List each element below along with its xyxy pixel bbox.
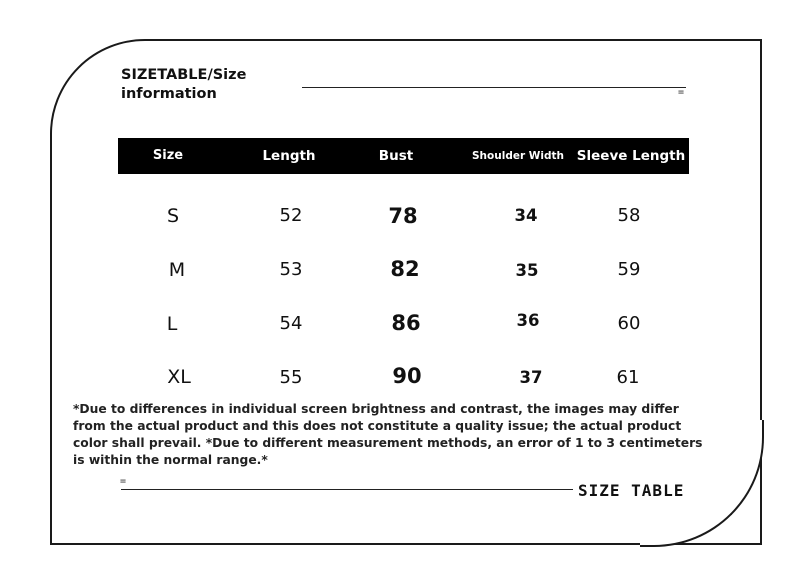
table-row-sleeve: 60: [617, 313, 641, 334]
title-divider-mark: =: [678, 87, 685, 98]
table-header: [118, 138, 689, 174]
table-row-sleeve: 59: [617, 259, 641, 280]
table-row-shoulder: 34: [514, 206, 538, 225]
table-row-size: L: [166, 313, 178, 335]
table-row-size: XL: [167, 366, 191, 388]
header-size: Size: [152, 148, 184, 163]
title-line-2: information: [121, 86, 217, 102]
table-row-size: M: [168, 259, 186, 281]
header-bust: Bust: [378, 148, 414, 164]
header-sleeve-length: Sleeve Length: [576, 148, 686, 164]
disclaimer-note: [73, 401, 713, 469]
table-row-size: S: [166, 205, 180, 227]
header-shoulder-width: Shoulder Width: [472, 150, 564, 162]
table-row-shoulder: 36: [516, 311, 540, 330]
table-row-sleeve: 58: [617, 205, 641, 226]
bottom-divider: [121, 489, 573, 490]
bottom-divider-mark: =: [120, 476, 127, 487]
table-row-bust: 86: [391, 311, 421, 335]
header-length: Length: [262, 148, 316, 164]
table-row-length: 52: [279, 205, 303, 226]
table-row-length: 55: [279, 367, 303, 388]
table-row-shoulder: 37: [519, 368, 543, 387]
table-row-shoulder: 35: [515, 261, 539, 280]
table-row-bust: 90: [392, 364, 422, 388]
table-row-bust: 78: [388, 204, 418, 228]
note-line: color shall prevail. *Due to different measurement methods, an error of 1 to 3 centimeters: [73, 436, 703, 450]
table-row-length: 54: [279, 313, 303, 334]
note-line: is within the normal range.*: [73, 453, 268, 467]
table-row-length: 53: [279, 259, 303, 280]
table-row-sleeve: 61: [616, 367, 640, 388]
note-line: from the actual product and this does not constitute a quality issue; the actual product: [73, 419, 682, 433]
title-divider: [302, 87, 686, 88]
table-row-bust: 82: [390, 257, 420, 281]
note-line: *Due to differences in individual screen brightness and contrast, the images may differ: [73, 402, 679, 416]
page-title: [121, 66, 246, 104]
title-line-1: SIZETABLE/Size: [121, 67, 247, 83]
size-table-label: SIZE TABLE: [578, 481, 685, 500]
